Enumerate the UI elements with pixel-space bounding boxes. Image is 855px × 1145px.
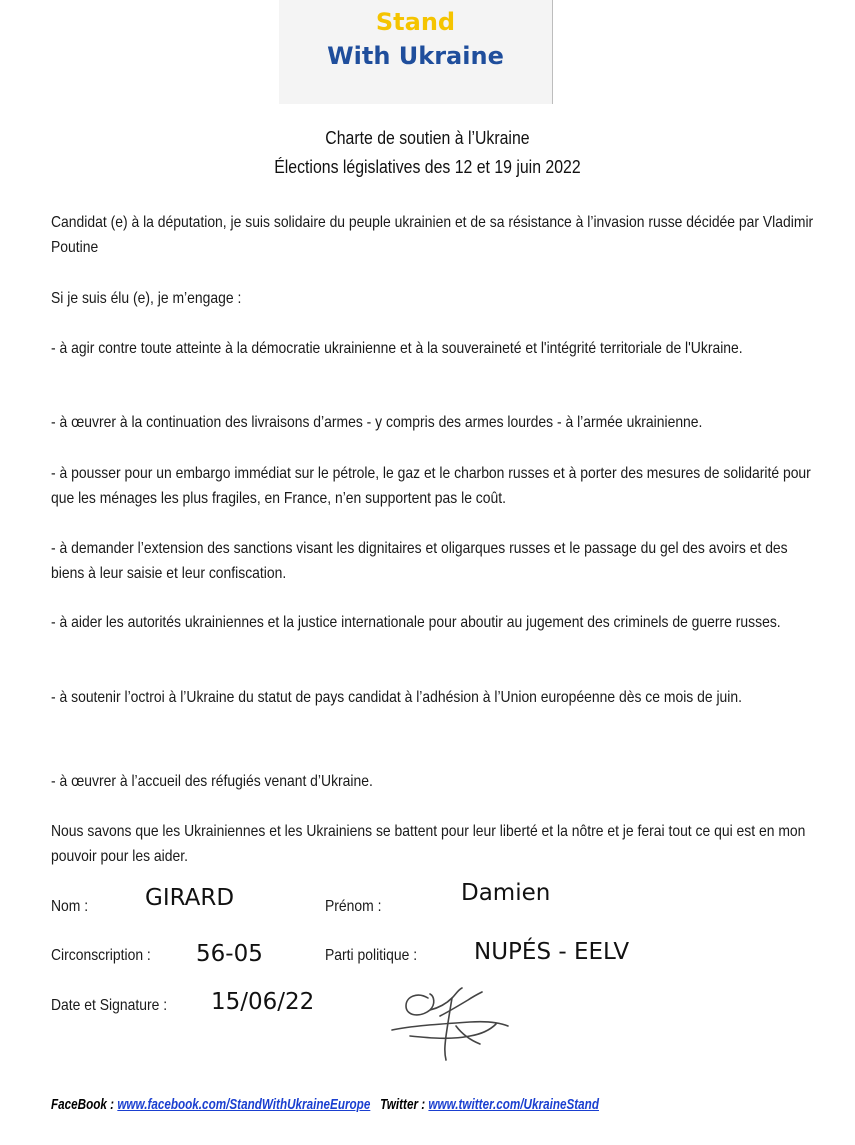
- stand-with-ukraine-logo: [279, 0, 553, 104]
- prenom-label: Prénom :: [325, 898, 382, 915]
- nom-value: GIRARD: [145, 885, 235, 911]
- circonscription-value: 56-05: [196, 941, 263, 967]
- logo-line-2: With Ukraine: [327, 42, 504, 70]
- commitment-item: - à demander l’extension des sanctions visant les dignitaires et oligarques russes et le passage du gel des avoirs et des biens à leur saisie et leur confiscation.: [51, 540, 788, 582]
- intro-paragraph: Candidat (e) à la députation, je suis solidaire du peuple ukrainien et de sa résistance à l’invasion russe décidée par Vladimir Poutine: [51, 214, 814, 256]
- commitment-item: - à œuvrer à la continuation des livraisons d’armes - y compris des armes lourdes - à l’armée ukrainienne.: [51, 414, 703, 431]
- parti-value: NUPÉS - EELV: [474, 939, 630, 965]
- prenom-value: Damien: [461, 880, 551, 906]
- parti-label: Parti politique :: [325, 947, 418, 964]
- closing-paragraph: Nous savons que les Ukrainiennes et les Ukrainiens se battent pour leur liberté et la nôtre et je ferai tout ce qui est en mon pouvoir pour les aider.: [51, 823, 806, 865]
- circonscription-label: Circonscription :: [51, 947, 151, 964]
- footer-links: [51, 1096, 675, 1113]
- commitment-item: - à agir contre toute atteinte à la démocratie ukrainienne et à la souveraineté et l'intégrité territoriale de l'Ukraine.: [51, 340, 743, 357]
- page-title: Charte de soutien à l’Ukraine: [325, 128, 530, 148]
- nom-label: Nom :: [51, 898, 89, 915]
- facebook-link[interactable]: www.facebook.com/StandWithUkraineEurope: [117, 1096, 371, 1113]
- facebook-label: FaceBook :: [51, 1096, 115, 1113]
- twitter-label: Twitter :: [380, 1096, 426, 1113]
- twitter-link[interactable]: www.twitter.com/UkraineStand: [428, 1096, 599, 1113]
- logo-line-1: Stand: [375, 8, 456, 36]
- handwritten-signature: [390, 986, 515, 1066]
- commitment-item: - à soutenir l’octroi à l’Ukraine du statut de pays candidat à l’adhésion à l’Union européenne dès ce mois de juin.: [51, 689, 742, 706]
- commitment-item: - à œuvrer à l’accueil des réfugiés venant d’Ukraine.: [51, 773, 373, 790]
- commitment-intro: Si je suis élu (e), je m’engage :: [51, 290, 242, 307]
- date-value: 15/06/22: [211, 989, 315, 1015]
- page-subtitle: Élections législatives des 12 et 19 juin 2022: [274, 157, 581, 177]
- date-signature-label: Date et Signature :: [51, 997, 168, 1014]
- commitment-item: - à pousser pour un embargo immédiat sur le pétrole, le gaz et le charbon russes et à porter des mesures de solidarité pour que les ménages les plus fragiles, en France, n’en supportent pas le coût.: [51, 465, 811, 507]
- commitment-item: - à aider les autorités ukrainiennes et la justice internationale pour aboutir au jugement des criminels de guerre russes.: [51, 614, 781, 631]
